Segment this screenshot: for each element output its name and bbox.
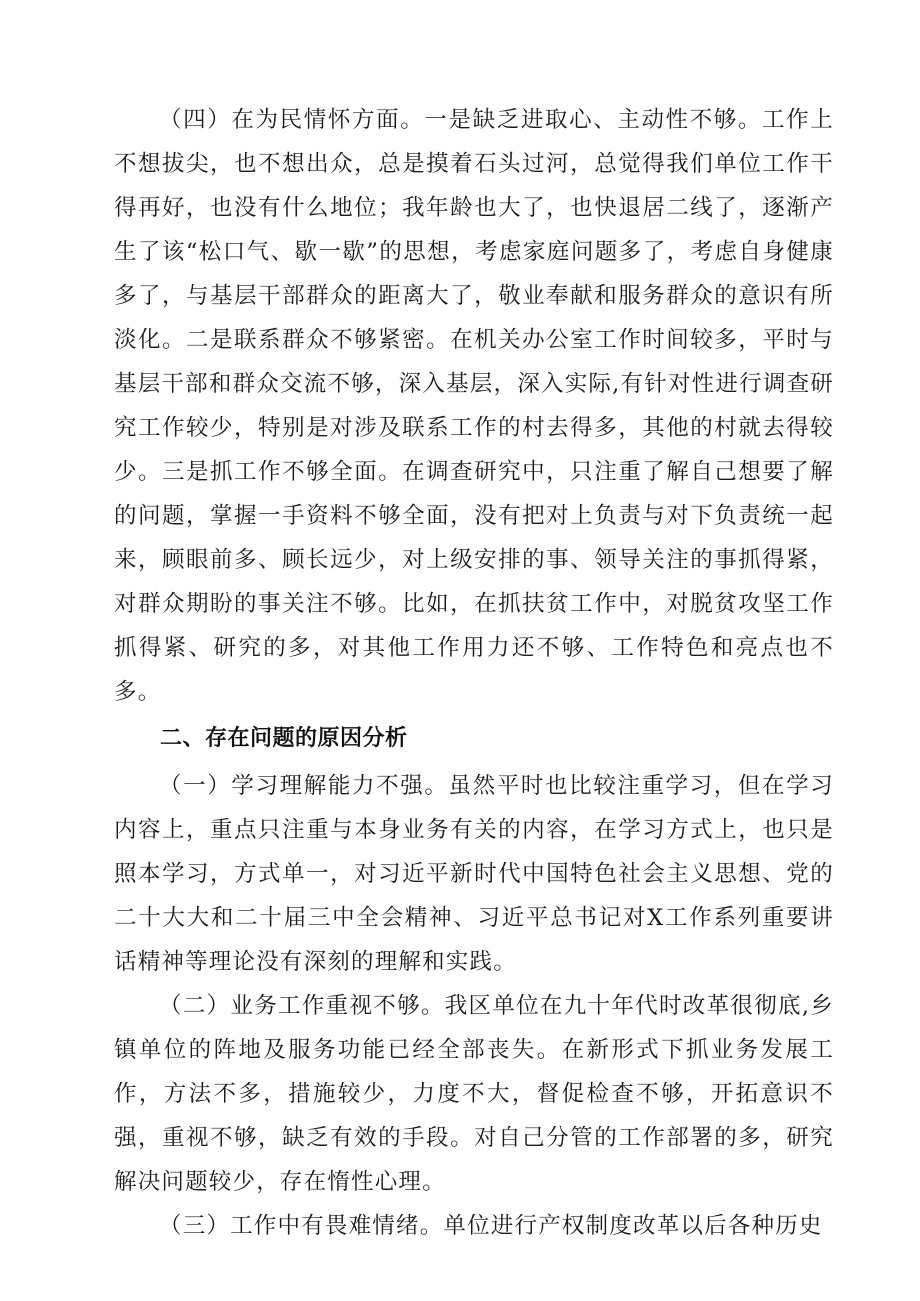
section-heading-cause-analysis: 二、存在问题的原因分析: [160, 726, 408, 751]
paragraph-cause-3-fear-of-difficulty: （三）工作中有畏难情绪。单位进行产权制度改革以后各种历史: [159, 1213, 823, 1239]
paragraph-cause-1-learning: （一）学习理解能力不强。虽然平时也比较注重学习，但在学习内容上，重点只注重与本身业务有关的内容，在学习方式上，也只是照本学习，方式单一，对习近平新时代中国特色社会主义思想、党的二十大大和二十届三中全会精神、习近平总书记对X工作系列重要讲话精神等理论没有深刻的理解和实践。: [114, 773, 834, 975]
paragraph-cause-2-business: （二）业务工作重视不够。我区单位在九十年代时改革很彻底,乡镇单位的阵地及服务功能已经全部丧失。在新形式下抓业务发展工作，方法不多，措施较少，力度不大，督促检查不够，开拓意识不强，重视不够，缺乏有效的手段。对自己分管的工作部署的多，研究解决问题较少，存在惰性心理。: [114, 993, 834, 1195]
paragraph-section-4-public-sentiment: （四）在为民情怀方面。一是缺乏进取心、主动性不够。工作上不想拔尖，也不想出众，总是摸着石头过河，总觉得我们单位工作干得再好，也没有什么地位；我年龄也大了，也快退居二线了，逐渐产生了该“松口气、歇一歇”的思想，考虑家庭问题多了，考虑自身健康多了，与基层干部群众的距离大了，敬业奉献和服务群众的意识有所淡化。二是联系群众不够紧密。在机关办公室工作时间较多，平时与基层干部和群众交流不够，深入基层，深入实际,有针对性进行调查研究工作较少，特别是对涉及联系工作的村去得多，其他的村就去得较少。三是抓工作不够全面。在调查研究中，只注重了解自己想要了解的问题，掌握一手资料不够全面，没有把对上负责与对下负责统一起来，顾眼前多、顾长远少，对上级安排的事、领导关注的事抓得紧，对群众期盼的事关注不够。比如，在抓扶贫工作中，对脱贫攻坚工作抓得紧、研究的多，对其他工作用力还不够、工作特色和亮点也不多。: [114, 107, 834, 705]
document-body: [114, 98, 834, 1248]
